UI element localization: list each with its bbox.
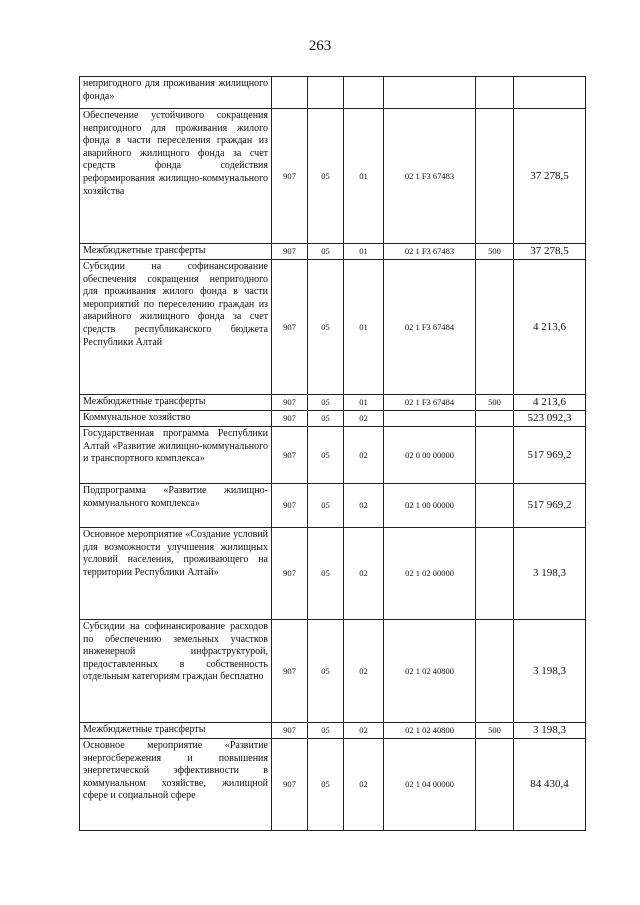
grbs-code-cell: 907: [272, 244, 308, 260]
target-article-cell: 02 1 F3 67483: [384, 109, 476, 244]
subsection-code-cell: 02: [344, 620, 384, 723]
target-article-cell: 02 0 00 00000: [384, 427, 476, 484]
expense-type-cell: [476, 528, 514, 620]
table-row: [80, 77, 586, 109]
expense-type-cell: [476, 411, 514, 427]
subsection-code-cell: 01: [344, 109, 384, 244]
subsection-code-cell: 02: [344, 739, 384, 831]
grbs-code-cell: 907: [272, 528, 308, 620]
page-number: 263: [308, 38, 332, 54]
amount-cell: 3 198,3: [514, 620, 586, 723]
grbs-code-cell: 907: [272, 723, 308, 739]
item-name-cell: Государственная программа Республики Алтай «Развитие жилищно-коммунального и транспортного комплекса»: [80, 427, 272, 484]
subsection-code-cell: 01: [344, 260, 384, 395]
section-code-cell: 05: [308, 427, 344, 484]
section-code-cell: 05: [308, 528, 344, 620]
item-name-cell: Субсидии на софинансирование расходов по обеспечению земельных участков инженерной инфраструктурой, предоставленных в собственность отдельным категориям граждан бесплатно: [80, 620, 272, 723]
amount-cell: 517 969,2: [514, 484, 586, 528]
subsection-code-cell: 01: [344, 244, 384, 260]
table-row: [80, 723, 586, 739]
amount-cell: 4 213,6: [514, 260, 586, 395]
amount-cell: 37 278,5: [514, 244, 586, 260]
expense-type-cell: 500: [476, 723, 514, 739]
grbs-code-cell: 907: [272, 427, 308, 484]
expense-type-cell: [476, 77, 514, 109]
table-body: [80, 77, 586, 831]
item-name-cell: Основное мероприятие «Создание условий для возможности улучшения жилищных условий населения, проживающего на территории Республики Алтай»: [80, 528, 272, 620]
grbs-code-cell: 907: [272, 620, 308, 723]
table-row: [80, 260, 586, 395]
section-code-cell: 05: [308, 723, 344, 739]
target-article-cell: [384, 411, 476, 427]
budget-table: [79, 76, 586, 831]
amount-cell: 523 092,3: [514, 411, 586, 427]
subsection-code-cell: 01: [344, 395, 384, 411]
item-name-cell: Субсидии на софинансирование обеспечения сокращения непригодного для проживания жилого фонда в части мероприятий по переселению граждан из аварийного жилищного фонда за счет средств республиканского бюджета Республики Алтай: [80, 260, 272, 395]
expense-type-cell: [476, 427, 514, 484]
item-name-cell: Подпрограмма «Развитие жилищно-коммунального комплекса»: [80, 484, 272, 528]
item-name-cell: Основное мероприятие «Развитие энергосбережения и повышения энергетической эффективности в коммунальном хозяйстве, жилищной сфере и социальной сфере: [80, 739, 272, 831]
expense-type-cell: [476, 109, 514, 244]
amount-cell: 3 198,3: [514, 723, 586, 739]
expense-type-cell: [476, 739, 514, 831]
subsection-code-cell: [344, 77, 384, 109]
section-code-cell: 05: [308, 260, 344, 395]
target-article-cell: 02 1 04 00000: [384, 739, 476, 831]
grbs-code-cell: 907: [272, 739, 308, 831]
amount-cell: 84 430,4: [514, 739, 586, 831]
item-name-cell: Коммунальное хозяйство: [80, 411, 272, 427]
amount-cell: 4 213,6: [514, 395, 586, 411]
table-row: [80, 395, 586, 411]
item-name-cell: Межбюджетные трансферты: [80, 395, 272, 411]
item-name-cell: Межбюджетные трансферты: [80, 244, 272, 260]
section-code-cell: 05: [308, 739, 344, 831]
table-row: [80, 427, 586, 484]
section-code-cell: 05: [308, 620, 344, 723]
target-article-cell: 02 1 02 40800: [384, 723, 476, 739]
expense-type-cell: [476, 484, 514, 528]
amount-cell: 517 969,2: [514, 427, 586, 484]
section-code-cell: 05: [308, 395, 344, 411]
subsection-code-cell: 02: [344, 411, 384, 427]
grbs-code-cell: 907: [272, 109, 308, 244]
amount-cell: 37 278,5: [514, 109, 586, 244]
expense-type-cell: 500: [476, 244, 514, 260]
subsection-code-cell: 02: [344, 723, 384, 739]
target-article-cell: [384, 77, 476, 109]
item-name-cell: Межбюджетные трансферты: [80, 723, 272, 739]
subsection-code-cell: 02: [344, 427, 384, 484]
table-row: [80, 528, 586, 620]
grbs-code-cell: [272, 77, 308, 109]
grbs-code-cell: 907: [272, 484, 308, 528]
target-article-cell: 02 1 F3 67484: [384, 395, 476, 411]
grbs-code-cell: 907: [272, 260, 308, 395]
target-article-cell: 02 1 02 00000: [384, 528, 476, 620]
subsection-code-cell: 02: [344, 484, 384, 528]
target-article-cell: 02 1 00 00000: [384, 484, 476, 528]
table-row: [80, 411, 586, 427]
section-code-cell: 05: [308, 411, 344, 427]
table-row: [80, 620, 586, 723]
table-row: [80, 484, 586, 528]
table-row: [80, 109, 586, 244]
expense-type-cell: [476, 620, 514, 723]
grbs-code-cell: 907: [272, 395, 308, 411]
section-code-cell: 05: [308, 109, 344, 244]
grbs-code-cell: 907: [272, 411, 308, 427]
subsection-code-cell: 02: [344, 528, 384, 620]
table-row: [80, 739, 586, 831]
section-code-cell: 05: [308, 484, 344, 528]
amount-cell: 3 198,3: [514, 528, 586, 620]
item-name-cell: Обеспечение устойчивого сокращения непригодного для проживания жилого фонда в части переселения граждан из аварийного жилищного фонда за счет средств фонда содействия реформирования жилищно-коммунального хозяйства: [80, 109, 272, 244]
expense-type-cell: 500: [476, 395, 514, 411]
target-article-cell: 02 1 F3 67483: [384, 244, 476, 260]
item-name-cell: непригодного для проживания жилищного фонда»: [80, 77, 272, 109]
table-row: [80, 244, 586, 260]
target-article-cell: 02 1 F3 67484: [384, 260, 476, 395]
section-code-cell: [308, 77, 344, 109]
target-article-cell: 02 1 02 40800: [384, 620, 476, 723]
expense-type-cell: [476, 260, 514, 395]
section-code-cell: 05: [308, 244, 344, 260]
amount-cell: [514, 77, 586, 109]
